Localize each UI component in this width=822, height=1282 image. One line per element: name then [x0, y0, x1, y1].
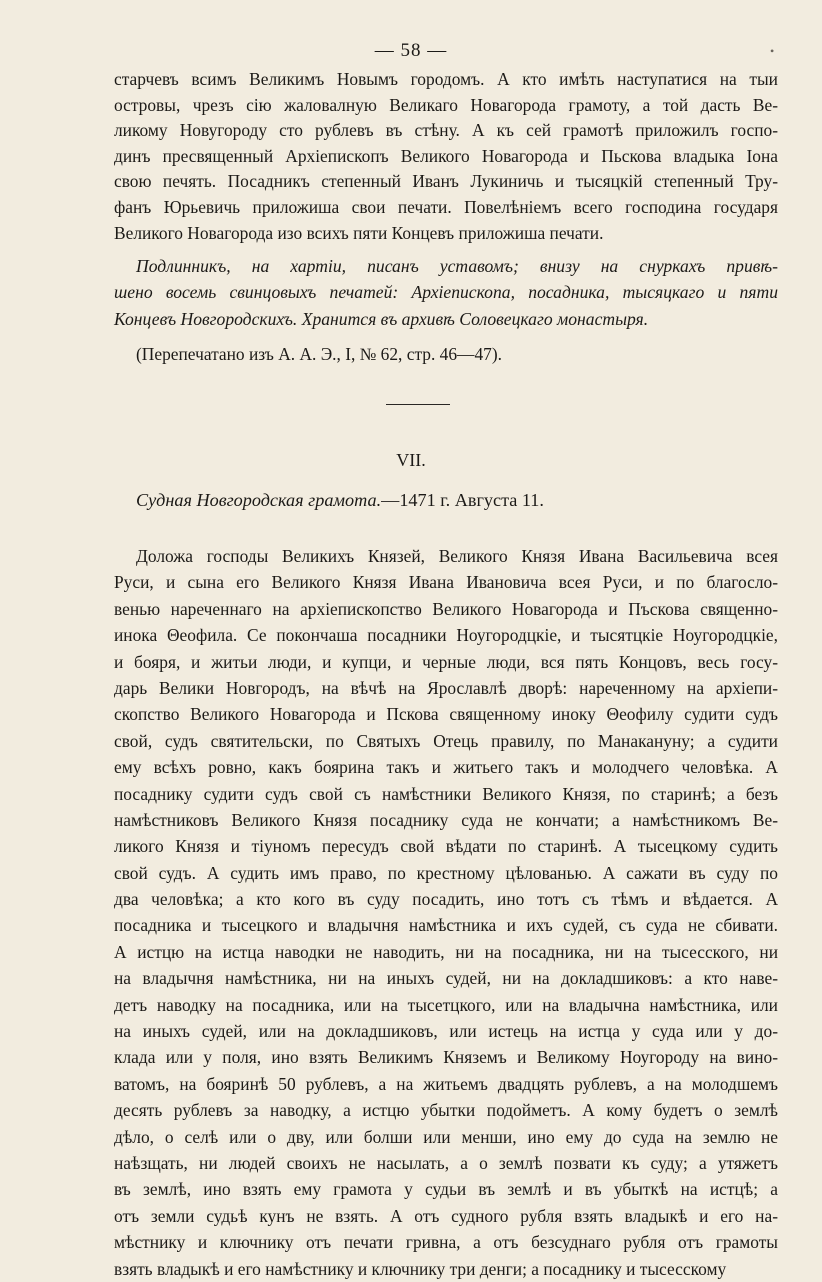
text-line: дарь Велики Новгородъ, на вѣчѣ на Ярославлѣ дворѣ: нареченному на архіепи-: [114, 677, 778, 698]
text-line: ликому Новугороду сто рублевъ въ стѣну. А къ сей грамотѣ приложилъ госпо-: [114, 120, 778, 141]
reprint-note: (Перепечатано изъ А. А. Э., I, № 62, стр. 46—47).: [136, 344, 502, 364]
document-title-italic: Судная Новгородская грамота.: [136, 490, 382, 510]
text-line: отъ земли судьѣ кунъ не взять. А отъ судного рубля взять владыкѣ и его на-: [114, 1205, 778, 1226]
text-line: фанъ Юрьевичь приложиша свои печати. Повелѣніемъ всего господина государя: [114, 196, 778, 217]
text-line: инока Θеофила. Се покончаша посадники Ноугородцкіе, и тысятцкіе Ноугородцкіе,: [114, 625, 778, 646]
text-line: наѣзщать, ни людей своихъ не насылать, а о землѣ позвати къ суду; а утяжетъ: [114, 1152, 778, 1173]
text-line: А истцю на истца наводки не наводить, ни на посадника, ни на тысесского, ни: [114, 941, 778, 962]
main-paragraph: [114, 543, 778, 1282]
text-line: мѣстнику и ключнику отъ печати гривна, а отъ безсуднаго рубля отъ грамоты: [114, 1232, 778, 1253]
text-line: Доложа господы Великихъ Князей, Великого Князя Ивана Васильевича всея: [136, 546, 778, 566]
text-line: на иныхъ судей, или на докладшиковъ, или истець на истца у суда или у до-: [114, 1021, 778, 1042]
text-line: ему всѣхъ ровно, какъ боярина такъ и житьего такъ и молодчего человѣка. А: [114, 757, 778, 778]
text-line: клада или у поля, ино взять Великимъ Княземъ и Великому Ноугороду на вино-: [114, 1047, 778, 1068]
text-line: Руси, и сына его Великого Князя Ивана Ивановича всея Руси, и по благосло-: [114, 572, 778, 593]
corner-mark: •: [770, 44, 775, 58]
source-note-paragraph: [114, 253, 778, 332]
text-line: венью нареченнаго на архіепископство Великого Новагорода и Пъскова священно-: [114, 598, 778, 619]
text-line: ликого Князя и тіуномъ пересудъ свой вѣдати по старинѣ. А тысецкому судить: [114, 836, 778, 857]
text-line: въ землѣ, ино взять ему грамота у судьи въ землѣ и въ убыткѣ на истцѣ; а: [114, 1179, 778, 1200]
text-line: посаднику судити судъ свой съ намѣстники Великого Князя, по старинѣ; а безъ: [114, 783, 778, 804]
text-line: шено восемь свинцовыхъ печатей: Архіепископа, посадника, тысяцкаго и пяти: [114, 282, 778, 303]
text-line: островы, чрезъ сію жаловалную Великаго Новагорода грамоту, а той дасть Ве-: [114, 94, 778, 115]
section-number: VII.: [396, 450, 426, 470]
first-paragraph: [114, 67, 778, 246]
text-line: детъ наводку на посадника, или на тысетцкого, или на владычна намѣстника, или: [114, 994, 778, 1015]
text-line: динъ пресвященный Архіепископъ Великого Новагорода и Пьскова владыка Іона: [114, 145, 778, 166]
text-line: два человѣка; а кто кого въ суду посадить, ино тотъ съ тѣмъ и вѣдается. А: [114, 889, 778, 910]
text-line: и бояря, и житьи люди, и купци, и черные люди, вся пять Концовъ, весь госу-: [114, 651, 778, 672]
document-title-date: —1471 г. Августа 11.: [381, 490, 544, 510]
section-divider: [386, 404, 450, 405]
text-line: старчевъ всимъ Великимъ Новымъ городомъ. А кто имѣть наступатися на тыи: [114, 69, 778, 89]
text-line: Концевъ Новгородскихъ. Хранится въ архивѣ Соловецкаго монастыря.: [114, 308, 649, 329]
text-line: Великого Новагорода изо всихъ пяти Концевъ приложиша печати.: [114, 222, 604, 243]
text-line: взять владыкѣ и его намѣстнику и ключнику три денги; а посаднику и тысесскому: [114, 1258, 727, 1279]
text-line: десять рублевъ за наводку, а истцю убытки подойметъ. А кому будетъ о землѣ: [114, 1100, 778, 1121]
text-line: на владычня намѣстника, ни на иныхъ судей, ни на докладшиковъ: а кто наве-: [114, 968, 778, 989]
text-line: ватомъ, на бояринѣ 50 рублевъ, а на житьемъ двадцять рублевъ, а на молодшемъ: [114, 1073, 778, 1094]
page-number: — 58 —: [374, 40, 448, 61]
text-line: дѣло, о селѣ или о дву, или болши или менши, ино ему до суда на землю не: [114, 1126, 778, 1147]
text-line: скопство Великого Новагорода и Пскова священному иноку Θеофилу судити судъ: [114, 704, 778, 725]
document-title: [136, 490, 544, 511]
text-line: посадника и тысецкого и владычня намѣстника и ихъ судей, съ суда не сбивати.: [114, 915, 778, 936]
text-line: намѣстниковъ Великого Князя посаднику суда не кончати; а намѣстникомъ Ве-: [114, 809, 778, 830]
text-line: Подлинникъ, на хартіи, писанъ уставомъ; внизу на снуркахъ привѣ-: [136, 256, 778, 276]
text-line: свой судъ. А судить имъ право, по крестному цѣлованью. А сажати въ суду по: [114, 862, 778, 883]
text-line: свою печять. Посадникъ степенный Иванъ Лукиничь и тысяцкій степенный Тру-: [114, 171, 778, 192]
text-line: свой, судъ святительски, по Святыхъ Отець правилу, по Манакануну; а судити: [114, 730, 778, 751]
